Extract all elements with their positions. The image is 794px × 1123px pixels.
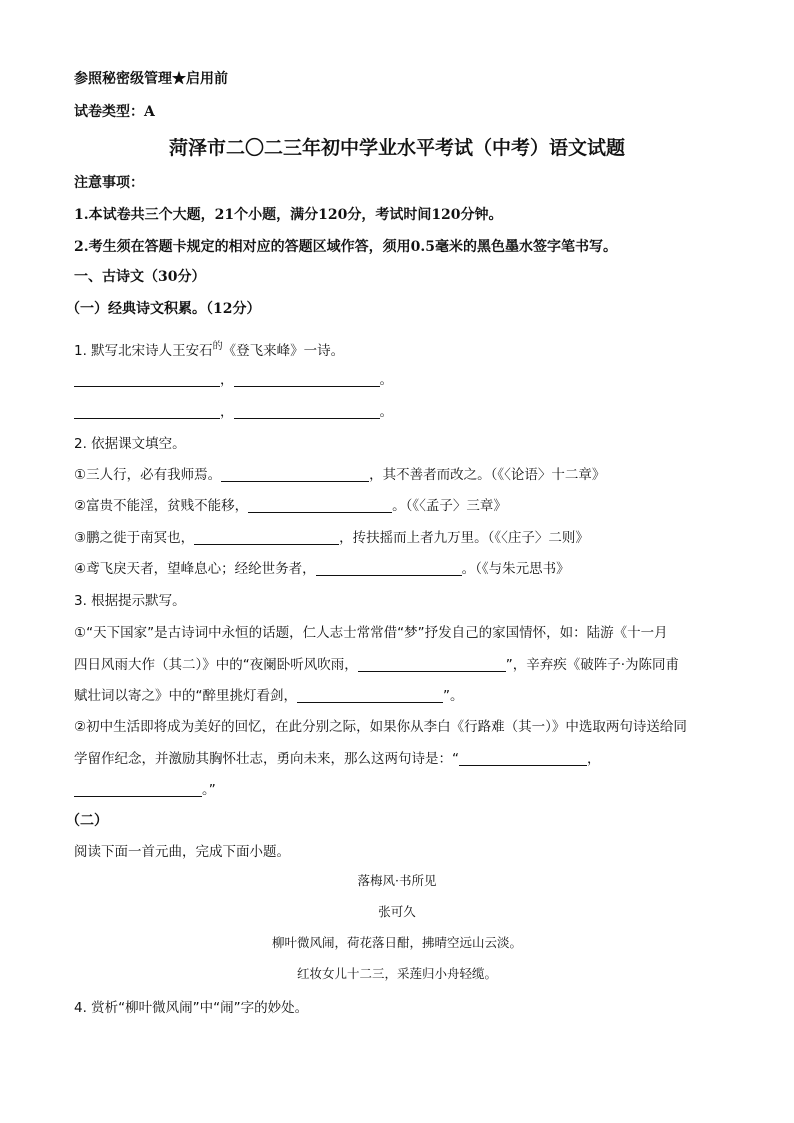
item-text: ④鸢飞戾天者，望峰息心；经纶世务者， (74, 561, 316, 577)
question-3-stem: 3. 根据提示默写。 (74, 593, 186, 609)
item-text: ”。 (443, 688, 464, 704)
answer-blank[interactable] (459, 751, 587, 766)
answer-blank[interactable] (74, 404, 220, 419)
question-3-part-2-line-1: ②初中生活即将成为美好的回忆，在此分别之际，如果你从李白《行路难（其一）》中选取两句诗送给同 (74, 719, 687, 735)
item-text: 学留作纪念，并激励其胸怀壮志，勇向未来，那么这两句诗是：“ (74, 751, 459, 767)
answer-blank[interactable] (248, 498, 392, 513)
item-text: ，抟扶摇而上者九万里。（《〈庄子〉二则》 (339, 530, 589, 546)
question-2-stem: 2. 依据课文填空。 (74, 436, 186, 452)
item-text: 赋壮词以寄之》中的“醉里挑灯看剑， (74, 688, 297, 704)
poem-author: 张可久 (378, 904, 416, 919)
answer-blank[interactable] (234, 372, 380, 387)
question-1 (74, 337, 344, 359)
item-text: 。（《与朱元思书》 (461, 561, 570, 577)
period: 。 (379, 404, 393, 420)
answer-blank[interactable] (316, 561, 462, 576)
question-1-superscript: 的 (212, 341, 223, 352)
period: 。 (379, 372, 393, 388)
question-2-item-4 (74, 557, 570, 577)
question-3-part-1-line-3 (74, 684, 464, 704)
poem-title: 落梅风·书所见 (357, 873, 437, 888)
item-text: ①三人行，必有我师焉。 (74, 467, 222, 483)
item-text: ②富贵不能淫，贫贱不能移， (74, 498, 249, 514)
question-3-part-1-line-2 (74, 653, 679, 673)
question-1-text: 1. 默写北宋诗人王安石 (74, 343, 213, 359)
question-3-part-2-line-3 (74, 778, 216, 798)
section-2-intro: 阅读下面一首元曲，完成下面小题。 (74, 844, 290, 860)
section-1-heading: 一、古诗文（30分） (74, 269, 206, 285)
comma: ， (220, 404, 234, 420)
notes-heading: 注意事项： (74, 175, 144, 191)
item-text: ， (587, 751, 601, 767)
question-1-answer-row-1 (74, 368, 393, 388)
item-text: 四日风雨大作（其二）》中的“夜阑卧听风吹雨， (74, 657, 358, 673)
item-text: 。” (202, 782, 216, 798)
item-text: ”，辛弃疾《破阵子·为陈同甫 (505, 657, 680, 673)
question-2-item-3 (74, 526, 589, 546)
question-3-part-1-line-1: ①“天下国家”是古诗词中永恒的话题，仁人志士常常借“梦”抒发自己的家国情怀，如：陆游《十一月 (74, 625, 668, 641)
question-4: 4. 赏析“柳叶微风闹”中“闹”字的妙处。 (74, 1000, 309, 1016)
comma: ， (220, 372, 234, 388)
notes-item-2: 2.考生须在答题卡规定的相对应的答题区域作答，须用0.5毫米的黑色墨水签字笔书写。 (74, 239, 617, 255)
item-text: ③鹏之徙于南冥也， (74, 530, 195, 546)
page-title: 菏泽市二〇二三年初中学业水平考试（中考）语文试题 (168, 137, 625, 159)
answer-blank[interactable] (74, 372, 220, 387)
item-text: ，其不善者而改之。（《〈论语〉十二章》 (369, 467, 606, 483)
poem-line-2: 红妆女儿十二三，采莲归小舟轻缆。 (296, 966, 497, 981)
section-2-heading: （二） (66, 813, 108, 829)
question-2-item-2 (74, 494, 507, 514)
notes-item-1: 1.本试卷共三个大题，21个小题，满分120分，考试时间120分钟。 (74, 207, 503, 223)
item-text: 。（《〈孟子〉三章》 (392, 498, 507, 514)
question-2-item-1 (74, 463, 605, 483)
answer-blank[interactable] (194, 530, 339, 545)
answer-blank[interactable] (221, 467, 369, 482)
answer-blank[interactable] (74, 782, 202, 797)
question-1-answer-row-2 (74, 400, 393, 420)
answer-blank[interactable] (358, 657, 506, 672)
question-3-part-2-line-2 (74, 747, 601, 767)
paper-type-label: 试卷类型：A (74, 104, 155, 120)
section-1-sub-heading: （一）经典诗文积累。（12分） (66, 301, 261, 317)
answer-blank[interactable] (234, 404, 380, 419)
poem-line-1: 柳叶微风闹，荷花落日酣，拂晴空远山云淡。 (271, 935, 522, 950)
confidential-label: 参照秘密级管理★启用前 (74, 71, 228, 87)
answer-blank[interactable] (297, 688, 443, 703)
question-1-text-2: 《登飞来峰》一诗。 (222, 343, 345, 359)
